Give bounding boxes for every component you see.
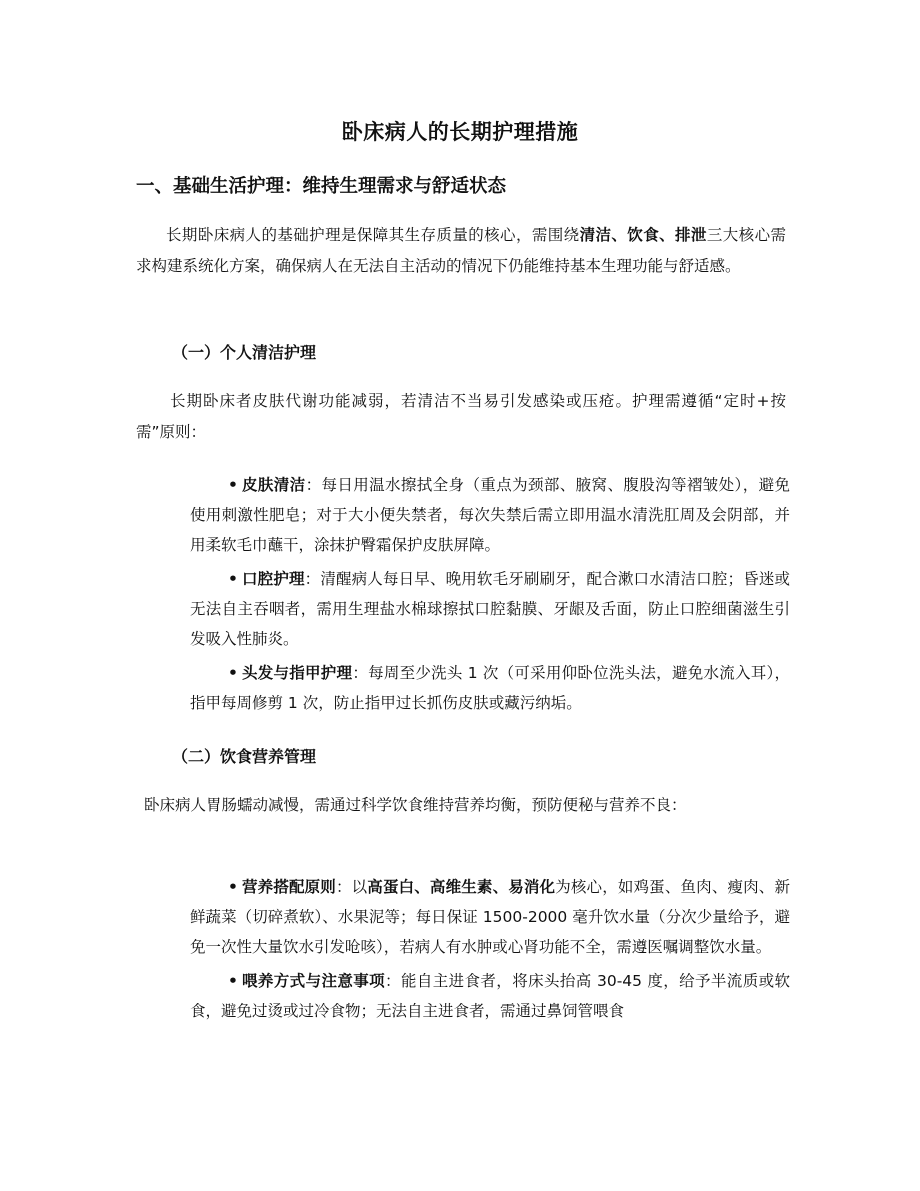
list-item [190,966,790,1026]
list-item [190,872,790,962]
document-title: 卧床病人的长期护理措施 [341,120,579,144]
item-label: 头发与指甲护理 [242,664,353,682]
list-item [190,658,790,718]
bullet-icon: • [228,476,238,494]
list-item [190,470,790,560]
item-text: ：以 [335,878,368,896]
intro-text-continued: 三大核心需求构建系统化方案，确保病人在无法自主活动的情况下仍能维持基本生理功能与舒适感。 [136,226,786,275]
item-text: ：能自主进食者，将床头抬高 30-45 度，给予半流质或软食，避免过烫或过冷食物；无法自主进食者，需通过鼻饲管喂食 [190,972,790,1020]
bullet-icon: • [228,570,238,588]
subsection-heading-nutrition: （二）饮食营养管理 [172,747,317,766]
item-label: 喂养方式与注意事项 [242,972,386,990]
section-intro-paragraph [136,220,786,282]
nutrition-bullet-list [190,872,790,1030]
item-emphasis: 高蛋白、高维生素、易消化 [367,878,556,896]
item-text: ：每日用温水擦拭全身（重点为颈部、腋窝、腹股沟等褶皱处），避免使用刺激性肥皂；对于大小便失禁者，每次失禁后需立即用温水清洗肛周及会阴部，并用柔软毛巾蘸干，涂抹护臀霜保护皮肤屏障。 [190,476,790,554]
item-text: ：清醒病人每日早、晚用软毛牙刷刷牙，配合漱口水清洁口腔；昏迷或无法自主吞咽者，需用生理盐水棉球擦拭口腔黏膜、牙龈及舌面，防止口腔细菌滋生引发吸入性肺炎。 [190,570,790,648]
item-label: 口腔护理 [242,570,305,588]
bullet-icon: • [228,972,238,990]
item-text: ：每周至少洗头 1 次（可采用仰卧位洗头法，避免水流入耳），指甲每周修剪 1 次，防止指甲过长抓伤皮肤或藏污纳垢。 [190,664,790,712]
bullet-icon: • [228,664,238,682]
bullet-icon: • [228,878,238,896]
subsection-heading-cleaning: （一）个人清洁护理 [172,343,317,362]
list-item [190,564,790,654]
item-label: 皮肤清洁 [242,476,306,494]
cleaning-bullet-list [190,470,790,722]
nutrition-intro-paragraph: 卧床病人胃肠蠕动减慢，需通过科学饮食维持营养均衡，预防便秘与营养不良： [144,796,687,814]
item-text-continued: 为核心，如鸡蛋、鱼肉、瘦肉、新鲜蔬菜（切碎煮软）、水果泥等；每日保证 1500-2000 毫升饮水量（分次少量给予，避免一次性大量饮水引发呛咳），若病人有水肿或心肾功能不全，需遵医嘱调整饮水量。 [190,878,790,956]
section-heading: 一、基础生活护理：维持生理需求与舒适状态 [136,176,507,197]
intro-text: 长期卧床病人的基础护理是保障其生存质量的核心，需围绕 [166,226,580,244]
item-label: 营养搭配原则 [242,878,336,896]
intro-emphasis: 清洁、饮食、排泄 [579,226,707,244]
cleaning-intro-paragraph: 长期卧床者皮肤代谢功能减弱，若清洁不当易引发感染或压疮。护理需遵循“定时+按需”原则： [136,392,786,441]
